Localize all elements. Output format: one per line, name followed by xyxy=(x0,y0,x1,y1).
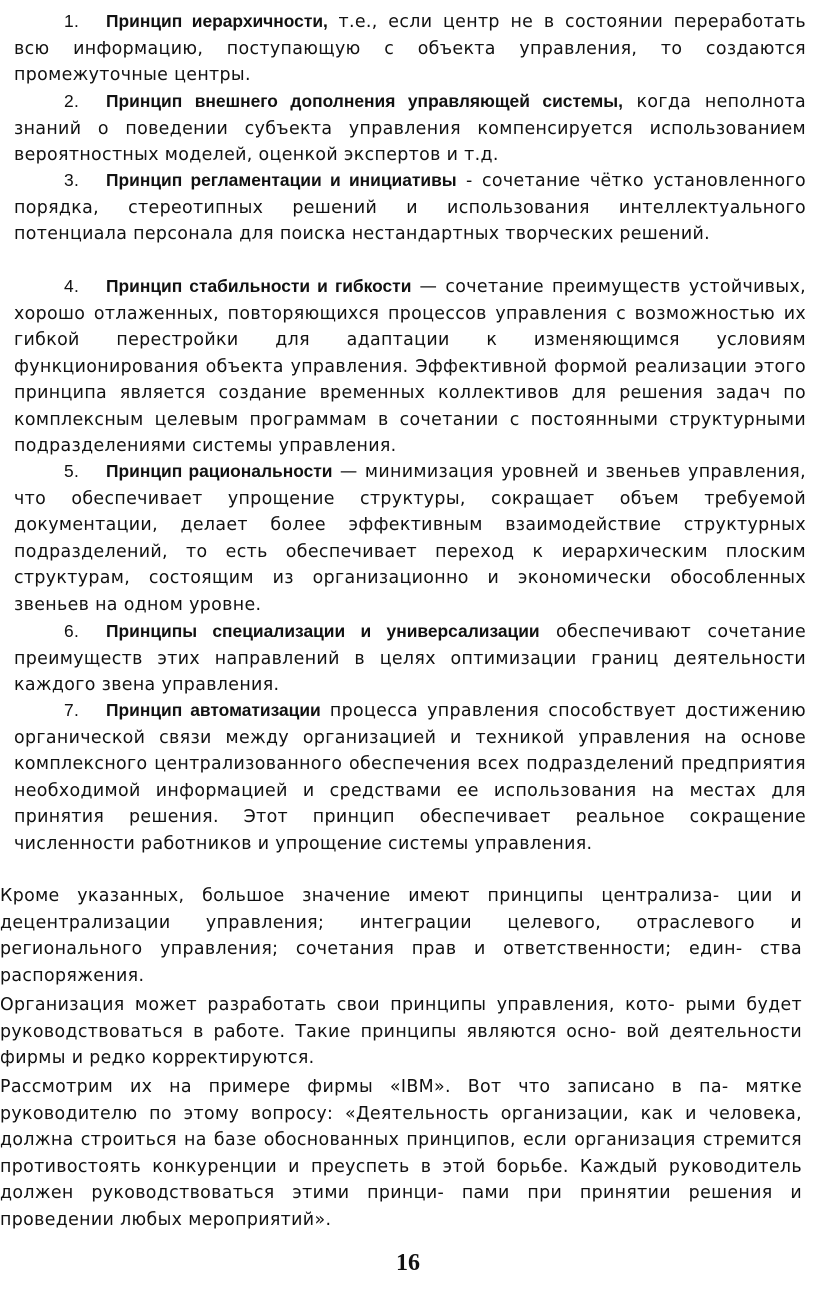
body-paragraph: Организация может разработать свои принципы управления, кото- рыми будет руководствоваться в работе. Такие принципы являются осно- вой деятельности фирмы и редко корректируются. xyxy=(0,995,802,1068)
principle-3 xyxy=(14,167,806,248)
principle-text: — минимизация уровней и звеньев управления, что обеспечивает упрощение структуры, сокращает объем требуемой документации, делает более эффективным взаимодействие структурных подразделений, то есть обеспечивает переход к иерархическим плоским структурам, состоящим из организационно и экономически обособленных звеньев на одном уровне. xyxy=(14,462,806,615)
principle-7 xyxy=(14,697,806,857)
principle-1 xyxy=(14,8,806,89)
principle-4 xyxy=(14,273,806,460)
principle-number: 7. xyxy=(64,700,80,720)
principle-text: когда неполнота знаний о поведении субъекта управления компенсируется использованием вероятностных моделей, оценкой экспертов и т.д. xyxy=(14,92,806,165)
principle-title: Принцип иерархичности, xyxy=(106,11,328,31)
principle-title: Принцип регламентации и инициативы xyxy=(106,170,457,190)
principle-number: 1. xyxy=(64,11,80,31)
principle-title: Принцип внешнего дополнения управляющей системы, xyxy=(106,91,623,111)
principle-number: 5. xyxy=(64,461,80,481)
principle-5 xyxy=(14,458,806,618)
principle-text: т.е., если центр не в состоянии переработать всю информацию, поступающую с объекта управления, то создаются промежуточные центры. xyxy=(14,12,807,85)
principle-title: Принцип стабильности и гибкости xyxy=(106,276,412,296)
principle-number: 4. xyxy=(64,276,80,296)
principle-title: Принцип автоматизации xyxy=(106,700,321,720)
body-paragraph: Кроме указанных, большое значение имеют принципы централиза- ции и децентрализации управления; интеграции целевого, отраслевого и регионального управления; сочетания прав и ответственности; един- ства распоряжения. xyxy=(0,886,802,986)
page-number: 16 xyxy=(396,1250,420,1276)
principle-text: обеспечивают сочетание преимуществ этих направлений в целях оптимизации границ деятельности каждого звена управления. xyxy=(14,622,806,695)
principle-6 xyxy=(14,618,806,699)
principle-text: — сочетание преимуществ устойчивых, хорошо отлаженных, повторяющихся процессов управления с возможностью их гибкой перестройки для адаптации к изменяющимся условиям функционирования объекта управления. Эффективной формой реализации этого принципа является создание временных коллективов для решения задач по комплексным целевым программам в сочетании с постоянными структурными подразделениями системы управления. xyxy=(14,277,806,456)
principle-text: - сочетание чётко установленного порядка, стереотипных решений и использования интеллектуального потенциала персонала для поиска нестандартных творческих решений. xyxy=(14,171,806,244)
principle-number: 3. xyxy=(64,170,80,190)
principle-number: 6. xyxy=(64,621,80,641)
principle-2 xyxy=(14,88,806,169)
principle-title: Принцип рациональности xyxy=(106,461,333,481)
principle-number: 2. xyxy=(64,91,80,111)
principle-text: процесса управления способствует достижению органической связи между организацией и техникой управления на основе комплексного централизованного обеспечения всех подразделений предприятия необходимой информацией и средствами ее использования на местах для принятия решения. Этот принцип обеспечивает реальное сокращение численности работников и упрощение системы управления. xyxy=(14,701,806,854)
body-paragraph: Рассмотрим их на примере фирмы «IBM». Вот что записано в па- мятке руководителю по этому вопросу: «Деятельность организации, как и человека, должна строиться на базе обоснованных принципов, если организация стремится противостоять конкуренции и преуспеть в этой борьбе. Каждый руководитель должен руководствоваться этими принци- пами при принятии решения и проведении любых мероприятий». xyxy=(0,1077,802,1230)
principle-title: Принципы специализации и универсализации xyxy=(106,621,540,641)
